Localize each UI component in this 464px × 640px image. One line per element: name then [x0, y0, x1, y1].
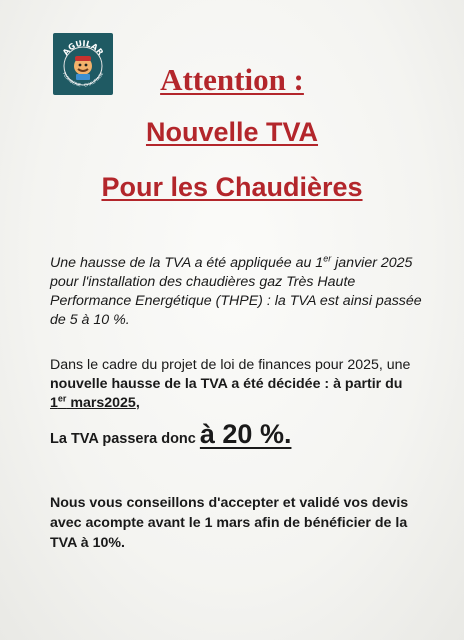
- paragraph-new-rate: La TVA passera donc à 20 %.: [50, 419, 292, 449]
- title-nouvelle-tva: Nouvelle TVA: [145, 117, 319, 147]
- new-increase-bold: nouvelle hausse de la TVA a été décidée: [50, 376, 321, 392]
- logo-name: AGUILAR: [60, 38, 106, 58]
- svg-text:AGUILAR: [61, 39, 105, 57]
- paragraph-january-increase: Une hausse de la TVA a été appliquée au 1er janvier 2025 pour l'installation des chaudières gaz Très Haute Performance Energétique (THPE) : la TVA est ainsi passée de 5 à 10 %.: [50, 253, 422, 328]
- logo-tagline: PLOMBERIE · CHAUFFAGE: [61, 71, 105, 88]
- title-attention: Attention :: [160, 62, 304, 97]
- new-rate-highlight: à 20 %.: [199, 419, 292, 449]
- effective-date: 1er mars2025: [50, 393, 136, 411]
- paragraph-new-increase: Dans le cadre du projet de loi de finances pour 2025, une nouvelle hausse de la TVA a été décidée : à partir du 1er mars2025,: [50, 357, 411, 411]
- title-chaudieres: Pour les Chaudières: [101, 172, 363, 202]
- paragraph-advice: Nous vous conseillons d'accepter et validé vos devis avec acompte avant le 1 mars afin de bénéficier de la TVA à 10%.: [50, 495, 409, 551]
